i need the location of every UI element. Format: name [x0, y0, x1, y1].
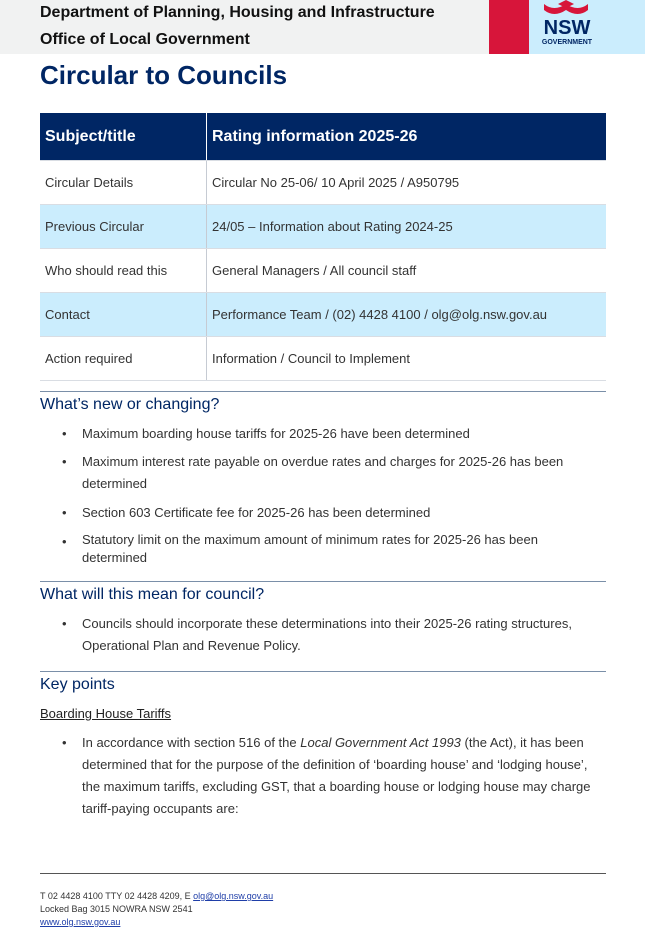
footer-email-link[interactable]: olg@olg.nsw.gov.au — [193, 891, 274, 901]
row-value: Performance Team / (02) 4428 4100 / olg@olg.nsw.gov.au — [207, 293, 607, 337]
table-header-row — [40, 113, 606, 161]
subject-label: Subject/title — [40, 113, 207, 161]
section-divider — [40, 671, 606, 672]
logo-text: NSW — [543, 17, 591, 39]
act-title: Local Government Act 1993 — [300, 735, 461, 750]
footer-website-line — [40, 917, 120, 927]
bullet-text: Councils should incorporate these determinations into their 2025-26 rating structures, Operational Plan and Revenue Policy. — [82, 616, 572, 653]
row-label: Previous Circular — [40, 205, 207, 249]
bullet-text-pre: In accordance with section 516 of the — [82, 735, 301, 750]
section-divider — [40, 391, 606, 392]
section-heading-key-points: Key points — [40, 676, 115, 693]
table-row — [40, 293, 606, 337]
section-heading-mean: What will this mean for council? — [40, 586, 265, 603]
bullet-icon: • — [62, 426, 67, 441]
waratah-flower-icon — [544, 0, 588, 14]
logo-red-block — [489, 0, 529, 54]
row-label: Who should read this — [40, 249, 207, 293]
footer-contact-line — [40, 891, 273, 901]
row-value: 24/05 – Information about Rating 2024-25 — [207, 205, 607, 249]
footer-phone: T 02 4428 4100 TTY 02 4428 4209, E — [40, 891, 194, 901]
subheading-boarding-house-tariffs: Boarding House Tariffs — [40, 706, 172, 721]
bullet-icon: • — [62, 454, 67, 469]
footer-address: Locked Bag 3015 NOWRA NSW 2541 — [40, 904, 193, 914]
bullet-text: Maximum interest rate payable on overdue rates and charges for 2025-26 has been determined — [82, 454, 564, 491]
table-row — [40, 337, 606, 381]
table-row — [40, 205, 606, 249]
page-title: Circular to Councils — [40, 60, 288, 90]
row-label: Circular Details — [40, 161, 207, 205]
footer-divider — [40, 873, 606, 874]
logo-subtext: GOVERNMENT — [541, 39, 593, 46]
circular-info-table — [40, 113, 606, 381]
department-name: Department of Planning, Housing and Infrastructure — [40, 4, 435, 21]
row-label: Action required — [40, 337, 207, 381]
bullet-text-post: (the Act), it has been determined that for the purpose of the definition of ‘boarding house’ and ‘lodging house’, the maximum tariffs, excluding GST, that a boarding house or lodging house may charge tariff-paying occupants are: — [82, 735, 591, 816]
row-value: General Managers / All council staff — [207, 249, 607, 293]
footer-website-link[interactable]: www.olg.nsw.gov.au — [40, 917, 121, 927]
bullet-icon: • — [62, 616, 67, 631]
row-value: Circular No 25-06/ 10 April 2025 / A950795 — [207, 161, 607, 205]
row-value: Information / Council to Implement — [207, 337, 607, 381]
bullet-icon: • — [62, 735, 67, 750]
bullet-text: Maximum boarding house tariffs for 2025-26 have been determined — [82, 426, 470, 441]
row-label: Contact — [40, 293, 207, 337]
bullet-text: Section 603 Certificate fee for 2025-26 has been determined — [82, 505, 431, 520]
subject-value: Rating information 2025-26 — [207, 113, 607, 161]
section-divider — [40, 581, 606, 582]
table-row — [40, 249, 606, 293]
section-heading-new: What’s new or changing? — [40, 396, 220, 413]
bullet-text: Statutory limit on the maximum amount of minimum rates for 2025-26 has been determined — [82, 532, 538, 565]
bullet-text — [82, 732, 602, 820]
nsw-government-logo — [536, 0, 600, 50]
office-name: Office of Local Government — [40, 31, 250, 48]
bullet-icon: • — [62, 534, 67, 549]
bullet-icon: • — [62, 505, 67, 520]
table-row — [40, 161, 606, 205]
